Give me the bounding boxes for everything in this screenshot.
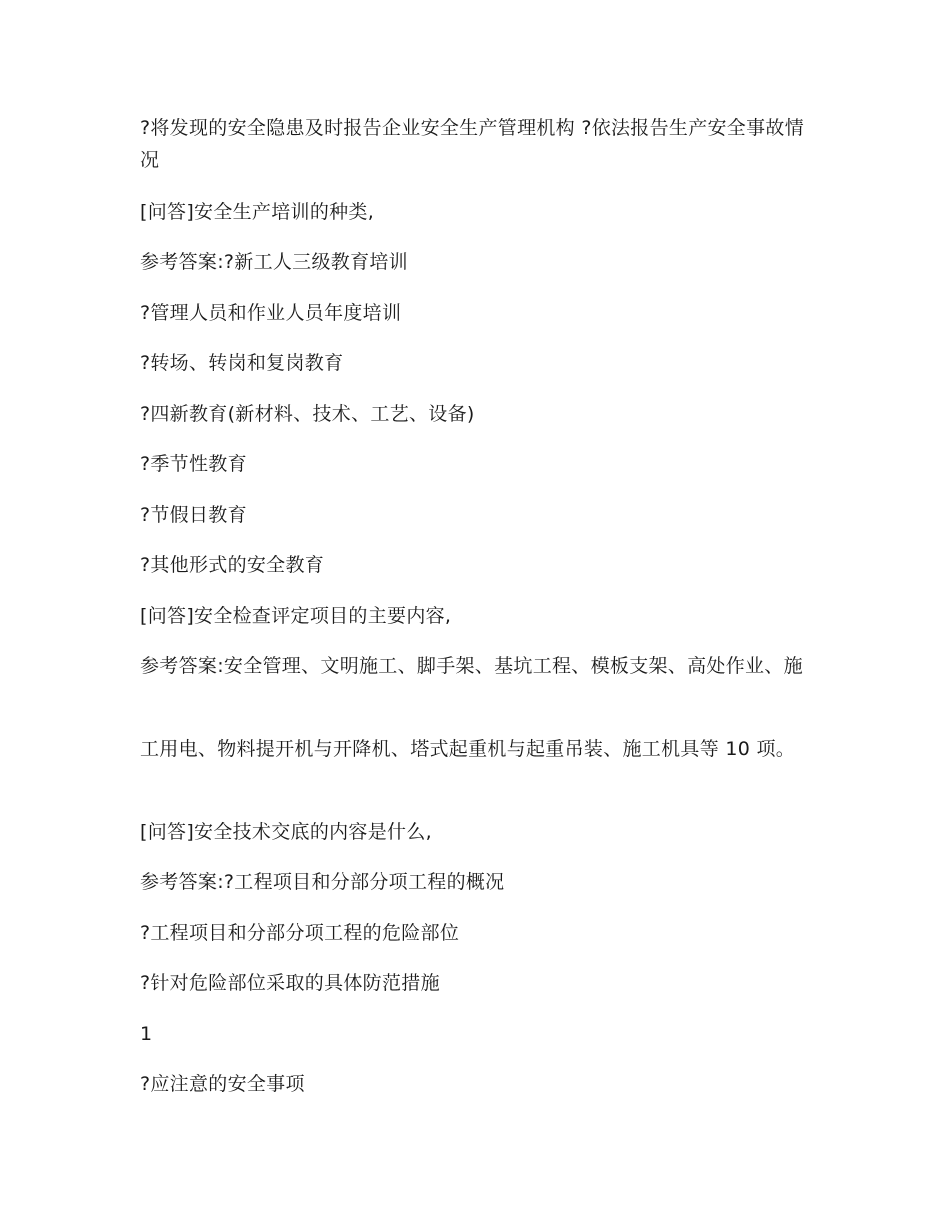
answer-inspection-items: 参考答案:安全管理、文明施工、脚手架、基坑工程、模板支架、高处作业、施	[140, 655, 803, 677]
answer-new-worker-training: 参考答案:?新工人三级教育培训	[140, 251, 408, 273]
answer-project-overview: 参考答案:?工程项目和分部分项工程的概况	[140, 871, 505, 893]
page-number: 1	[140, 1023, 153, 1045]
list-item-dangerous-locations: ?工程项目和分部分项工程的危险部位	[140, 922, 460, 944]
question-technical-briefing: [问答]安全技术交底的内容是什么,	[140, 821, 432, 843]
question-training-types: [问答]安全生产培训的种类,	[140, 201, 375, 223]
list-item-prevention-measures: ?针对危险部位采取的具体防范措施	[140, 972, 440, 994]
list-item-safety-notes: ?应注意的安全事项	[140, 1073, 305, 1095]
answer-inspection-items-continued: 工用电、物料提开机与开降机、塔式起重机与起重吊装、施工机具等 10 项。	[140, 738, 796, 760]
paragraph-safety-hazard-report: ?将发现的安全隐患及时报告企业安全生产管理机构 ?依法报告生产安全事故情况	[140, 117, 805, 171]
list-item-transfer-education: ?转场、转岗和复岗教育	[140, 352, 344, 374]
list-item-holiday-education: ?节假日教育	[140, 504, 247, 526]
list-item-four-new-education: ?四新教育(新材料、技术、工艺、设备)	[140, 403, 475, 425]
question-inspection-items: [问答]安全检查评定项目的主要内容,	[140, 605, 452, 627]
list-item-annual-training: ?管理人员和作业人员年度培训	[140, 302, 402, 324]
list-item-seasonal-education: ?季节性教育	[140, 453, 247, 475]
list-item-other-education: ?其他形式的安全教育	[140, 554, 325, 576]
